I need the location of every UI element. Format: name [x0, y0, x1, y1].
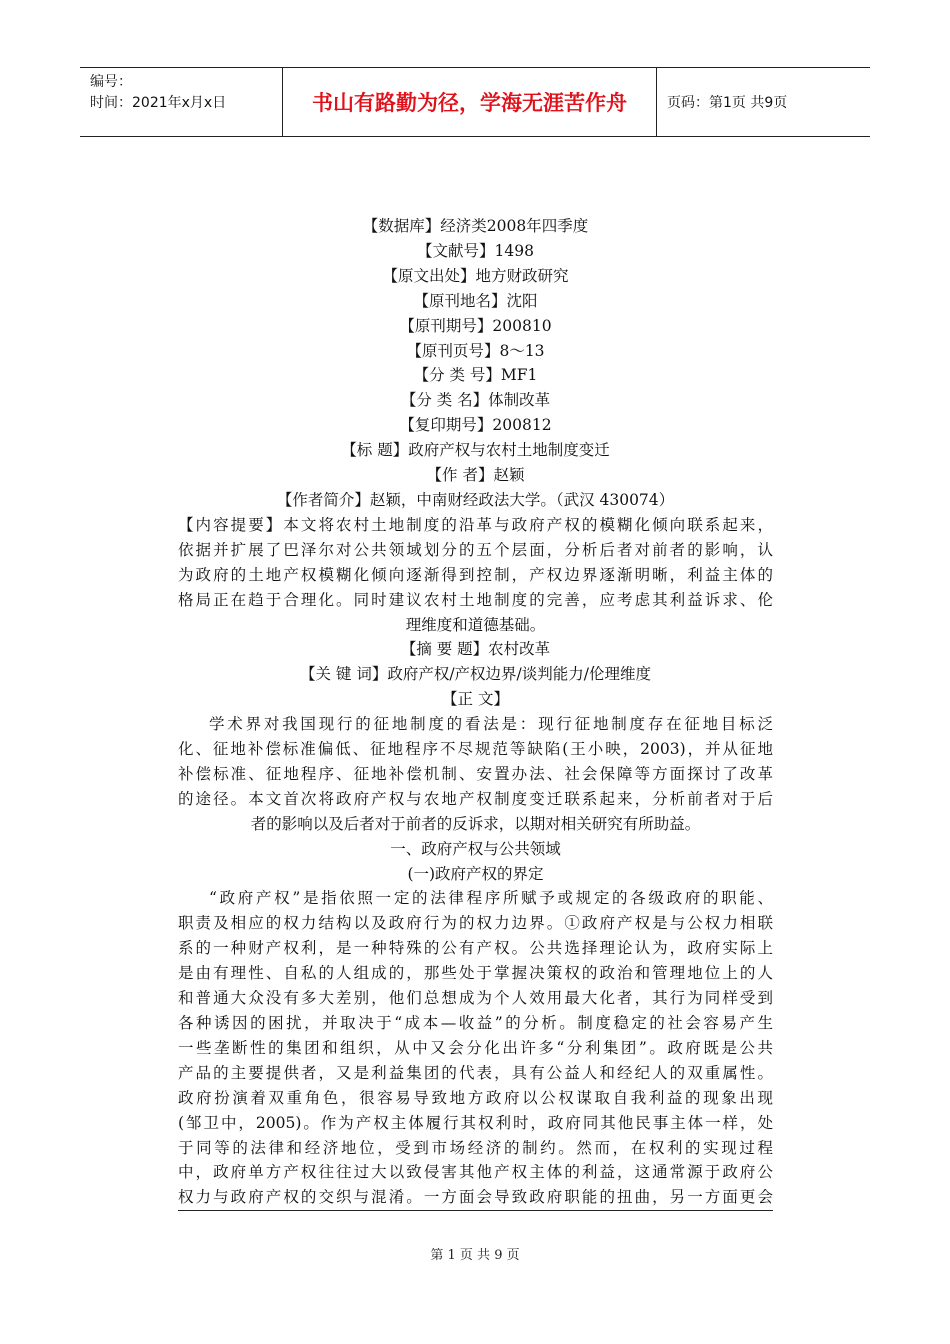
- meta-place: 【原刊地名】沈阳: [413, 291, 538, 310]
- para2-line: 权力与政府产权的交织与混淆。一方面会导致政府职能的扭曲，另一方面更会: [178, 1185, 773, 1211]
- abstract-line: 【内容提要】本文将农村土地制度的沿革与政府产权的模糊化倾向联系起来，: [178, 515, 773, 534]
- header-motto: 书山有路勤为径，学海无涯苦作舟: [283, 68, 657, 136]
- para1-line: 产品的主要提供者，又是利益集团的代表，具有公益人和经纪人的双重属性。: [178, 1063, 773, 1082]
- para1-line: 和普通大众没有多大差别，他们总想成为个人效用最大化者，其行为同样受到: [178, 989, 773, 1008]
- section-heading: 一、政府产权与公共领域: [390, 839, 561, 858]
- intro-line: 学术界对我国现行的征地制度的看法是：现行征地制度存在征地目标泛: [209, 715, 773, 734]
- para1-line: 各种诱因的困扰，并取决于“成本—收益”的分析。制度稳定的社会容易产生: [178, 1014, 773, 1032]
- para1-line: “政府产权”是指依照一定的法律程序所赋予或规定的各级政府的职能、: [209, 889, 773, 908]
- para2-line: (邹卫中，2005)。作为产权主体履行其权利时，政府同其他民事主体一样，处: [178, 1113, 773, 1132]
- abstract-line: 依据并扩展了巴泽尔对公共领域划分的五个层面，分析后者对前者的影响，认: [178, 540, 773, 559]
- para1-line: 系的一种财产权利，是一种特殊的公有产权。公共选择理论认为，政府实际上: [178, 939, 773, 958]
- para2-line: 于同等的法律和经济地位，受到市场经济的制约。然而，在权利的实现过程: [178, 1138, 773, 1157]
- page-footer: 第 1 页 共 9 页: [430, 1248, 520, 1263]
- meta-class-code: 【分 类 号】MF1: [413, 366, 538, 385]
- para1-line: 职责及相应的权力结构以及政府行为的权力边界。①政府产权是与公权力相联: [178, 914, 773, 933]
- abstract-line: 格局正在趋于合理化。同时建议农村土地制度的完善，应考虑其利益诉求、伦: [178, 590, 773, 609]
- meta-doc-number: 【文献号】1498: [417, 241, 534, 260]
- meta-pages: 【原刊页号】8～13: [406, 341, 545, 360]
- para1-line: 一些垄断性的集团和组织，从中又会分化出许多“分利集团”。政府既是公共: [178, 1038, 773, 1057]
- para2-line: 政府扮演着双重角色，很容易导致地方政府以公权谋取自我利益的现象出现: [178, 1088, 773, 1107]
- para1-line: 是由有理性、自私的人组成的，那些处于掌握决策权的政治和管理地位上的人: [178, 964, 773, 983]
- meta-source: 【原文出处】地方财政研究: [382, 266, 569, 285]
- header-info: [80, 68, 283, 136]
- page-header: [80, 67, 870, 137]
- date-label: 时间：2021年x月x日: [90, 95, 227, 111]
- keywords: 【关 键 词】政府产权/产权边界/谈判能力/伦理维度: [299, 665, 652, 684]
- intro-line: 的途径。本文首次将政府产权与农地产权制度变迁联系起来，分析前者对于后: [178, 789, 773, 808]
- body-label: 【正 文】: [442, 690, 509, 709]
- intro-line: 补偿标准、征地程序、征地补偿机制、安置办法、社会保障等方面探讨了改革: [178, 764, 773, 783]
- meta-title: 【标 题】政府产权与农村土地制度变迁: [341, 441, 610, 460]
- document-body: [178, 214, 773, 1211]
- meta-issue: 【原刊期号】200810: [399, 316, 552, 335]
- intro-line: 化、征地补偿标准偏低、征地程序不尽规范等缺陷(王小映，2003)，并从征地: [178, 740, 773, 759]
- header-page-info: 页码：第1页 共9页: [667, 95, 788, 111]
- subsection-heading: (一)政府产权的界定: [407, 864, 544, 883]
- meta-reprint-issue: 【复印期号】200812: [399, 416, 552, 435]
- meta-class-name: 【分 类 名】体制改革: [400, 391, 551, 410]
- meta-database: 【数据库】经济类2008年四季度: [362, 217, 589, 235]
- number-label: 编号：: [90, 74, 132, 90]
- intro-line: 者的影响以及后者对于前者的反诉求，以期对相关研究有所助益。: [250, 814, 701, 833]
- meta-author: 【作 者】赵颖: [426, 466, 525, 485]
- para2-line: 中，政府单方产权往往过大以致侵害其他产权主体的利益，这通常源于政府公: [178, 1163, 773, 1182]
- meta-author-bio: 【作者简介】赵颖，中南财经政法大学。（武汉 430074）: [276, 490, 675, 509]
- abstract-line: 理维度和道德基础。: [405, 615, 546, 634]
- summary-topic: 【摘 要 题】农村改革: [400, 640, 551, 659]
- abstract-line: 为政府的土地产权模糊化倾向逐渐得到控制，产权边界逐渐明晰，利益主体的: [178, 565, 773, 584]
